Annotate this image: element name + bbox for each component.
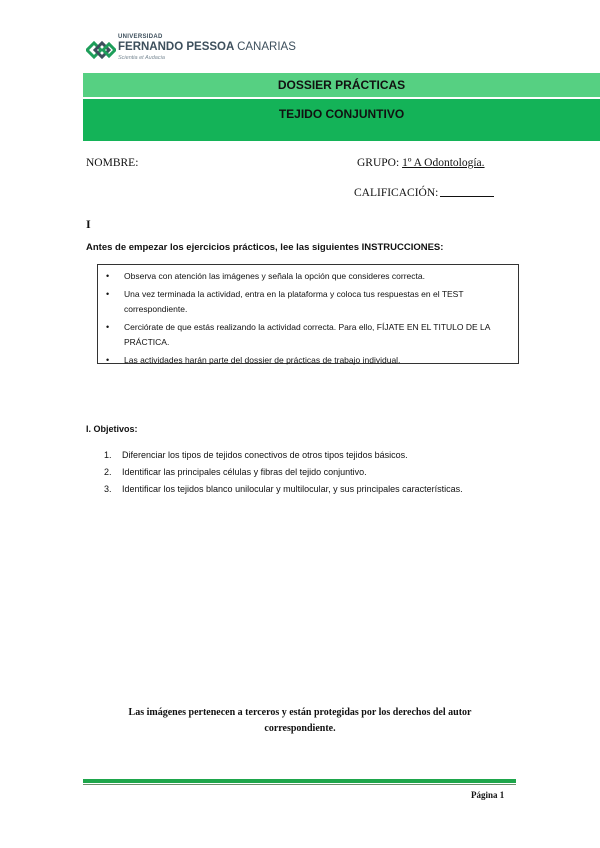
instructions-box (97, 264, 519, 364)
instruction-item (104, 353, 510, 369)
instruction-item (104, 269, 510, 285)
objective-item (104, 481, 544, 498)
instruction-text: Cerciórate de que estás realizando la actividad correcta. Para ello, FÍJATE EN EL TITULO DE LA PRÁCTICA. (124, 321, 490, 347)
objective-text: Identificar los tejidos blanco unilocular y multilocular, y sus principales características. (122, 484, 463, 494)
calificacion-blank (440, 196, 494, 197)
bullet-icon: • (106, 271, 110, 281)
logo-diamond-icon (86, 35, 116, 65)
objective-text: Identificar las principales células y fibras del tejido conjuntivo. (122, 467, 367, 477)
document-title: DOSSIER PRÁCTICAS (277, 78, 406, 92)
objective-item (104, 447, 544, 464)
bullet-icon: • (106, 288, 110, 299)
grupo-label: GRUPO: (357, 157, 400, 169)
objective-number: 1. (104, 450, 112, 460)
footer-divider (83, 779, 516, 783)
instruction-item (104, 287, 510, 318)
calificacion-field (354, 187, 494, 199)
grupo-field (357, 157, 485, 169)
instruction-text: Una vez terminada la actividad, entra en la plataforma y coloca tus respuestas en el TEST correspondiente. (124, 288, 464, 314)
logo-university: UNIVERSIDAD (118, 34, 163, 40)
copyright-notice: Las imágenes pertenecen a terceros y están protegidas por los derechos del autor correspondiente. (128, 707, 472, 734)
instructions-intro (86, 242, 443, 253)
objective-number: 2. (104, 467, 112, 477)
intro-text: Antes de empezar los ejercicios prácticos, lee las siguientes (86, 242, 362, 253)
instruction-text: Las actividades harán parte del dossier de prácticas de trabajo individual. (124, 354, 401, 365)
objective-item (104, 464, 544, 481)
intro-caps: INSTRUCCIONES: (361, 242, 444, 253)
title-band (83, 73, 600, 97)
document-subtitle: TEJIDO CONJUNTIVO (278, 107, 405, 121)
objective-number: 3. (104, 484, 112, 494)
objective-text: Diferenciar los tipos de tejidos conectivos de otros tipos tejidos básicos. (122, 450, 408, 460)
page-number: Página 1 (471, 790, 505, 800)
logo-name (118, 41, 296, 53)
nombre-field: NOMBRE: (86, 157, 139, 169)
objectives-heading: I. Objetivos: (86, 424, 138, 434)
footer-divider-thin (83, 784, 516, 785)
logo-name-bold: FERNANDO PESSOA (118, 41, 234, 53)
instruction-text: Observa con atención las imágenes y señala la opción que consideres correcta. (124, 271, 425, 281)
university-logo (86, 33, 296, 69)
subtitle-band (83, 99, 600, 141)
calificacion-label: CALIFICACIÓN: (354, 187, 439, 199)
instruction-item (104, 320, 510, 351)
bullet-icon: • (106, 354, 110, 365)
logo-name-light: CANARIAS (237, 41, 296, 53)
bullet-icon: • (106, 321, 110, 332)
grupo-value: 1º A Odontología. (402, 157, 485, 169)
objectives-list (104, 447, 544, 498)
logo-motto: Scientia et Audacia (118, 55, 165, 61)
section-roman: I (86, 217, 91, 231)
instructions-list (104, 269, 510, 370)
